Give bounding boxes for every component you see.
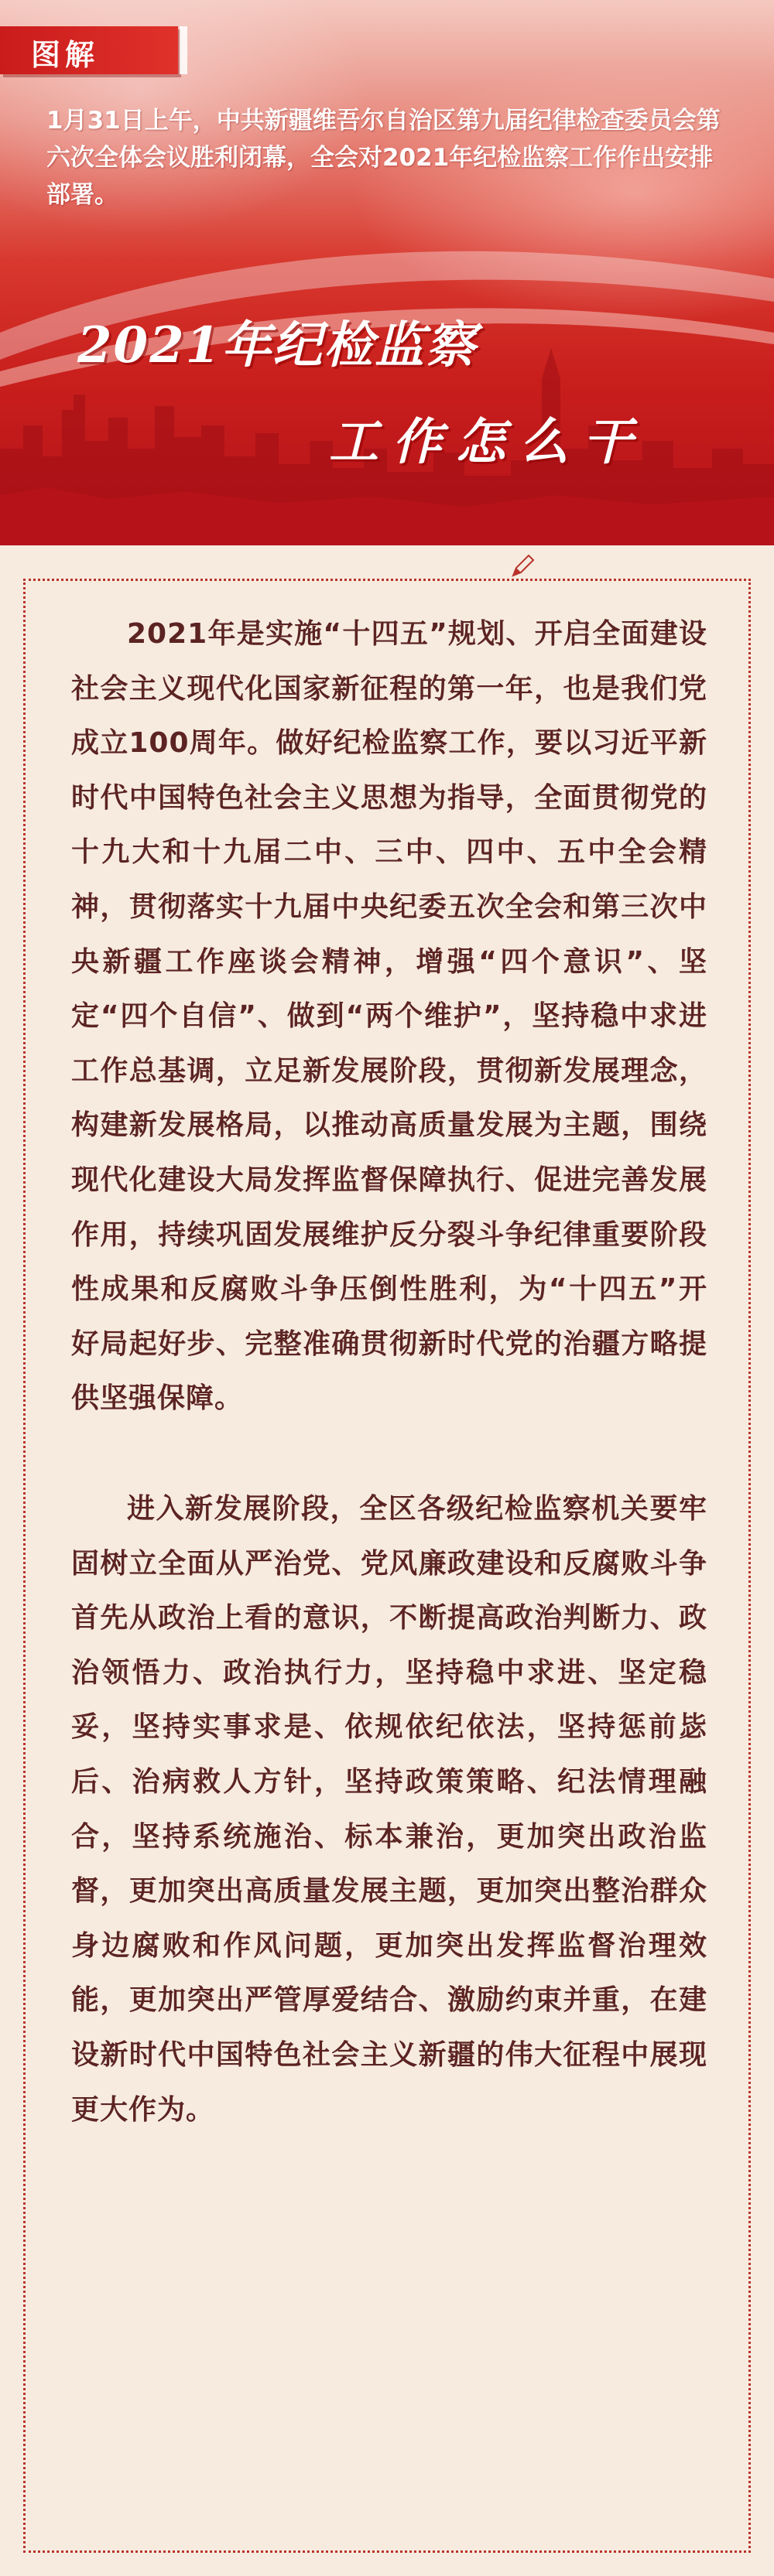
tag-accent-bar [180, 26, 187, 74]
intro-text: 1月31日上午，中共新疆维吾尔自治区第九届纪律检查委员会第六次全体会议胜利闭幕，全会对2021年纪检监察工作作出安排部署。 [46, 107, 721, 209]
body-paragraph-2: 进入新发展阶段，全区各级纪检监察机关要牢固树立全面从严治党、党风廉政建设和反腐败斗争首先从政治上看的意识，不断提高政治判断力、政治领悟力、政治执行力，坚持稳中求进、坚定稳妥，坚持实事求是、依规依纪依法，坚持惩前毖后、治病救人方针，坚持政策策略、纪法情理融合，坚持系统施治、标本兼治，更加突出政治监督，更加突出高质量发展主题，更加突出整治群众身边腐败和作风问题，更加突出发挥监督治理效能，更加突出严管厚爱结合、激励约束并重，在建设新时代中国特色社会主义新疆的伟大征程中展现更大作为。 [71, 1493, 707, 2126]
title-line-2: 工作怎么干 [329, 413, 646, 471]
title-line-1: 2021年纪检监察 [77, 316, 478, 374]
header-banner [0, 0, 774, 545]
diagram-tag [0, 26, 178, 74]
pen-icon [507, 551, 538, 582]
body-paragraph-1: 2021年是实施“十四五”规划、开启全面建设社会主义现代化国家新征程的第一年，也是我们党成立100周年。做好纪检监察工作，要以习近平新时代中国特色社会主义思想为指导，全面贯彻党的十九大和十九届二中、三中、四中、五中全会精神，贯彻落实十九届中央纪委五次全会和第三次中央新疆工作座谈会精神，增强“四个意识”、坚定“四个自信”、做到“两个维护”，坚持稳中求进工作总基调，立足新发展阶段，贯彻新发展理念，构建新发展格局，以推动高质量发展为主题，围绕现代化建设大局发挥监督保障执行、促进完善发展作用，持续巩固发展维护反分裂斗争纪律重要阶段性成果和反腐败斗争压倒性胜利，为“十四五”开好局起好步、完整准确贯彻新时代党的治疆方略提供坚强保障。 [71, 618, 707, 1415]
diagram-tag-label: 图解 [31, 38, 100, 72]
